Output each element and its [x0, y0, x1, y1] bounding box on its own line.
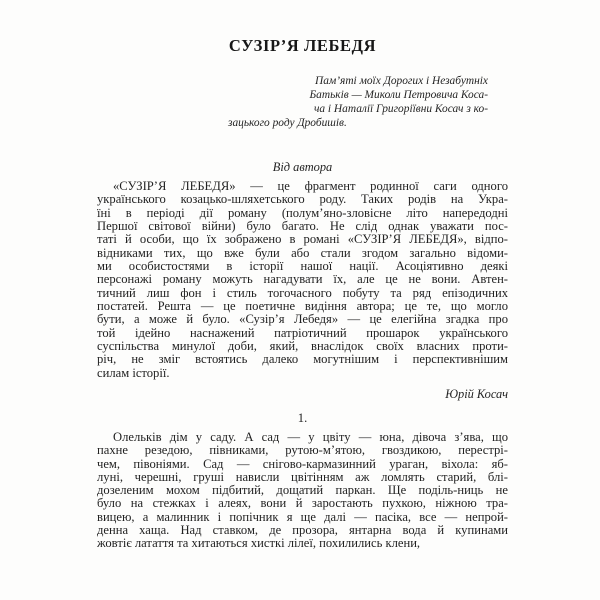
text-line: бути, а може й було. «Сузір’я Лебедя» — це елегійна згадка про: [97, 312, 508, 327]
chapter-paragraph: [97, 431, 508, 551]
text-line: було на стежках і алеях, вони й заростають пухкою, ніжною тра-: [97, 496, 508, 511]
author-signature: Юрій Косач: [445, 387, 508, 401]
text-line: дозеленим мохом підбитий, дощатий паркан. Ще поділь-ниць не: [97, 483, 508, 498]
text-line: денна хаща. Над ставком, де прозора, янтарна вода й купинами: [97, 523, 508, 538]
text-line: той ідейно наснажений патріотичний прошарок українського: [97, 325, 508, 340]
dedication: [228, 74, 488, 130]
text-line: вицею, а малинник і попічник я ще далі — пасіка, все — непрой-: [97, 509, 508, 524]
text-line: ми особистостями в історії нашої нації. Асоціятивно деякі: [97, 259, 508, 274]
text-line: силам історії.: [97, 365, 170, 380]
text-line: пахне резедою, півниками, рутою-м’ятою, гвоздикою, перестрі-: [97, 443, 508, 458]
text-line: постатей. Решта — це поетичне видіння автора; це те, що могло: [97, 299, 508, 314]
text-line: чем, півоніями. Сад — снігово-кармазинний ураган, віхола: яб-: [97, 456, 508, 471]
text-line: зацького роду Дробишів.: [228, 117, 347, 129]
text-line: луні, черешні, груші нависли цвітінням аж ломлять старий, блі-: [97, 469, 508, 484]
book-title: СУЗІР’Я ЛЕБЕДЯ: [228, 36, 377, 55]
text-line: Пам’яті моїх Дорогих і Незабутніх: [315, 75, 488, 87]
text-line: українського козацько-шляхетського роду. Таких родів на Укра-: [97, 192, 508, 207]
author-note-paragraph: [97, 180, 508, 380]
text-line: «СУЗІР’Я ЛЕБЕДЯ» — це фрагмент родинної саги одного: [113, 179, 508, 193]
chapter-number: 1.: [297, 411, 308, 425]
text-line: ча і Наталії Григоріївни Косач з ко-: [313, 103, 488, 115]
text-line: Олельків дім у саду. А сад — у цвіту — юна, дівоча з’ява, що: [113, 430, 508, 444]
text-line: жовтіє латаття та хитаються хисткі лілеї, похилились клени,: [97, 536, 421, 551]
text-line: суспільства минулої доби, який, внаслідок своїх власних проти-: [97, 339, 508, 354]
text-line: Першої світової війни) було багато. Не слід однак уважати пос-: [97, 219, 508, 234]
text-line: таті й особи, що їх зображено в романі «СУЗІР’Я ЛЕБЕДЯ», відпо-: [97, 232, 508, 247]
text-line: річ, не зміг встоятись далеко могутнішим і перспективнішим: [97, 352, 508, 367]
text-line: тичний лиш фон і стиль тогочасного побуту та ряд епізодичних: [97, 285, 508, 300]
author-note-heading: Від автора: [272, 160, 333, 174]
text-line: їні в періоді дії роману (полум’яно-зловісне літо напередодні: [97, 205, 508, 220]
text-line: Батьків — Миколи Петровича Коса-: [309, 89, 488, 101]
text-line: персонажі роману можуть нагадувати їх, але це не вони. Автен-: [97, 272, 508, 287]
text-line: відниками тих, що вже були або стали згодом загально відоми-: [97, 245, 508, 260]
